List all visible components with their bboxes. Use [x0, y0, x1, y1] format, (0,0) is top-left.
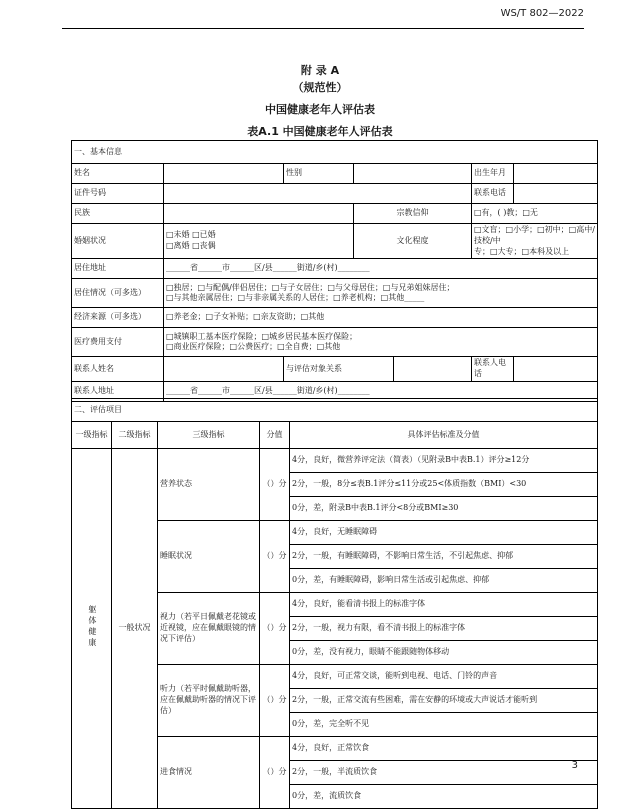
religion-options[interactable]: □有，( )教；□无 — [472, 204, 598, 224]
level2-label: 一般状况 — [112, 449, 158, 809]
criteria-text: 4分，良好，微营养评定法（简表）（见附录B中表B.1）评分≥12分 — [290, 449, 598, 473]
page-number: 3 — [571, 760, 578, 771]
criteria-text: 4分，良好，能看清书报上的标准字体 — [290, 593, 598, 617]
label-id: 证件号码 — [72, 184, 164, 204]
label-income: 经济来源（可多选） — [72, 308, 164, 328]
evaluation-body — [72, 449, 598, 809]
criteria-text: 2分，一般，有睡眠障碍，不影响日常生活，不引起焦虑、抑郁 — [290, 545, 598, 569]
level3-item: 睡眠状况 — [158, 521, 260, 593]
label-relation: 与评估对象关系 — [284, 357, 394, 382]
label-education: 文化程度 — [354, 224, 472, 259]
score-field[interactable]: （）分 — [260, 737, 290, 809]
education-options[interactable] — [472, 224, 598, 259]
field-gender[interactable] — [354, 164, 472, 184]
label-gender: 性别 — [284, 164, 354, 184]
header-rule — [62, 28, 584, 29]
criteria-text: 0分，差，没有视力，眼睛不能跟随物体移动 — [290, 641, 598, 665]
field-name[interactable] — [164, 164, 284, 184]
standard-number: WS/T 802—2022 — [500, 8, 584, 19]
label-name: 姓名 — [72, 164, 164, 184]
income-options[interactable]: □养老金；□子女补贴；□亲友资助；□其他 — [164, 308, 598, 328]
label-living: 居住情况（可多选） — [72, 279, 164, 308]
header-criteria: 具体评估标准及分值 — [290, 422, 598, 449]
criteria-text: 0分，差，完全听不见 — [290, 713, 598, 737]
criteria-text: 2分，一般，正常交流有些困难，需在安静的环境或大声说话才能听到 — [290, 689, 598, 713]
criteria-text: 4分，良好，正常饮食 — [290, 737, 598, 761]
level3-item: 视力（若平日佩戴老花镜或近视镜，应在佩戴眼镜的情况下评估） — [158, 593, 260, 665]
field-contact-phone[interactable] — [514, 357, 598, 382]
criteria-text: 2分，一般，半流质饮食 — [290, 761, 598, 785]
field-relation[interactable] — [394, 357, 472, 382]
medical-options-line2: □商业医疗保险；□公费医疗；□全自费；□其他 — [166, 342, 341, 352]
header-score: 分值 — [260, 422, 290, 449]
score-field[interactable]: （）分 — [260, 593, 290, 665]
section-basic-info: 一、基本信息 — [72, 141, 598, 164]
marital-options-line2: □离婚 □丧偶 — [166, 241, 216, 251]
field-id[interactable] — [164, 184, 472, 204]
label-birth: 出生年月 — [472, 164, 514, 184]
medical-options-line1: □城镇职工基本医疗保险；□城乡居民基本医疗保险； — [166, 331, 358, 341]
document-title: 中国健康老年人评估表 — [265, 103, 375, 116]
basic-info-table — [71, 140, 598, 402]
living-options[interactable] — [164, 279, 598, 308]
header-level1: 一级指标 — [72, 422, 112, 449]
address-line[interactable]: ______省______市______区/县______街道/乡(村)________ — [164, 259, 598, 279]
level3-item: 营养状态 — [158, 449, 260, 521]
normative-label: （规范性） — [292, 81, 348, 94]
label-contact-address: 联系人地址 — [72, 381, 164, 401]
label-ethnic: 民族 — [72, 204, 164, 224]
header-level2: 二级指标 — [112, 422, 158, 449]
field-contact-name[interactable] — [164, 357, 284, 382]
criteria-text: 0分，差，有睡眠障碍，影响日常生活或引起焦虑、抑郁 — [290, 569, 598, 593]
field-birth[interactable] — [514, 164, 598, 184]
score-field[interactable]: （）分 — [260, 665, 290, 737]
living-options-line2: □与其他亲属居住；□与非亲属关系的人居住；□养老机构；□其他_____ — [166, 293, 425, 303]
field-ethnic[interactable] — [164, 204, 354, 224]
evaluation-table — [71, 398, 598, 809]
label-contact-phone: 联系人电话 — [472, 357, 514, 382]
criteria-text: 0分，差，流质饮食 — [290, 785, 598, 809]
score-field[interactable]: （）分 — [260, 449, 290, 521]
field-phone[interactable] — [514, 184, 598, 204]
title-block — [0, 62, 640, 139]
header-level3: 三级指标 — [158, 422, 260, 449]
label-address: 居住地址 — [72, 259, 164, 279]
criteria-text: 2分，一般，8分≤表B.1评分≤11分或25<体质指数（BMI）<30 — [290, 473, 598, 497]
criteria-text: 4分，良好，可正常交谈，能听到电视、电话、门铃的声音 — [290, 665, 598, 689]
criteria-text: 4分，良好，无睡眠障碍 — [290, 521, 598, 545]
label-marital: 婚姻状况 — [72, 224, 164, 259]
table-title: 表A.1 中国健康老年人评估表 — [247, 125, 393, 138]
appendix-title: 附 录 A — [300, 64, 340, 77]
level1-cell — [72, 449, 112, 809]
living-options-line1: □独居；□与配偶/伴侣居住；□与子女居住；□与父母居住；□与兄弟姐妹居住； — [166, 282, 455, 292]
medical-options[interactable] — [164, 328, 598, 357]
level3-item: 听力（若平时佩戴助听器，应在佩戴助听器的情况下评估） — [158, 665, 260, 737]
section-evaluation: 二、评估项目 — [72, 399, 598, 422]
contact-address-line[interactable]: ______省______市______区/县______街道/乡(村)________ — [164, 381, 598, 401]
criteria-row — [72, 449, 598, 473]
education-options-line1: □文盲；□小学；□初中；□高中/技校/中 — [474, 225, 595, 245]
criteria-text: 0分，差，附录B中表B.1评分<8分或BMI≥30 — [290, 497, 598, 521]
level1-label: 躯体健康 — [87, 604, 97, 649]
education-options-line2: 专；□大专；□本科及以上 — [474, 246, 570, 256]
label-medical: 医疗费用支付 — [72, 328, 164, 357]
marital-options[interactable] — [164, 224, 354, 259]
label-contact-name: 联系人姓名 — [72, 357, 164, 382]
label-religion: 宗教信仰 — [354, 204, 472, 224]
level3-item: 进食情况 — [158, 737, 260, 809]
score-field[interactable]: （）分 — [260, 521, 290, 593]
marital-options-line1: □未婚 □已婚 — [166, 230, 216, 240]
criteria-text: 2分，一般，视力有限，看不清书报上的标准字体 — [290, 617, 598, 641]
label-phone: 联系电话 — [472, 184, 514, 204]
